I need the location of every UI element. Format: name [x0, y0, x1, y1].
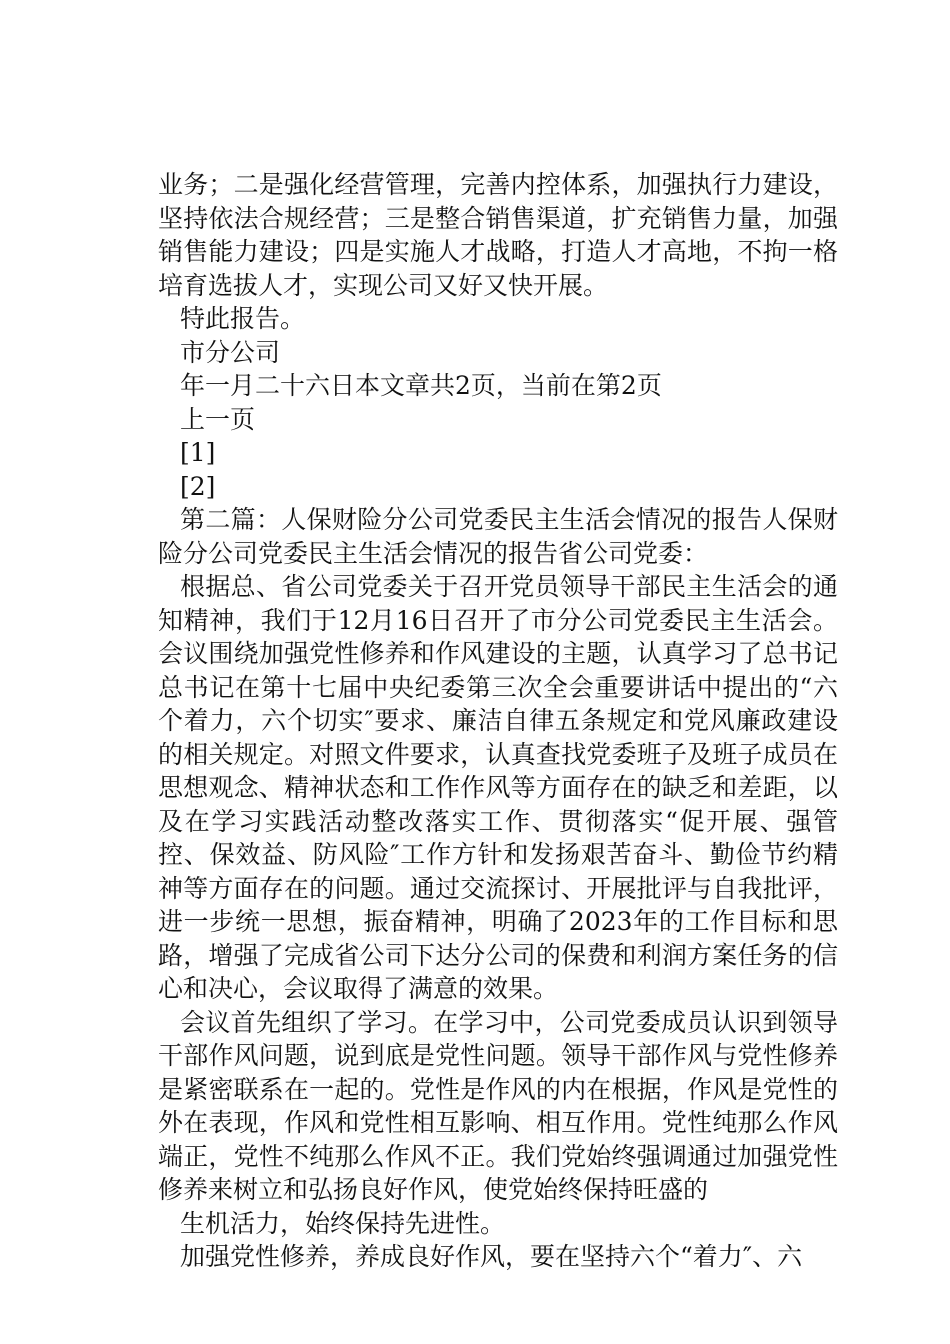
document-body: [158, 168, 838, 1274]
paragraph-meeting-study: 会议首先组织了学习。在学习中，公司党委成员认识到领导干部作风问题，说到底是党性问题。领导干部作风与党性修养是紧密联系在一起的。党性是作风的内在根据，作风是党性的外在表现，作风和党性相互影响、相互作用。党性纯那么作风端正，党性不纯那么作风不正。我们党始终强调通过加强党性修养来树立和弘扬良好作风，使党始终保持旺盛的: [158, 1007, 838, 1204]
page-link-2[interactable]: [2]: [180, 471, 216, 501]
previous-page-link[interactable]: 上一页: [180, 404, 256, 434]
paragraph-report-closing: 特此报告。: [180, 304, 306, 333]
paragraph-meeting-overview: 根据总、省公司党委关于召开党员领导干部民主生活会的通知精神，我们于12月16日召开了市分公司党委民主生活会。会议围绕加强党性修养和作风建设的主题，认真学习了总书记总书记在第十七届中央纪委第三次全会重要讲话中提出的“六个着力，六个切实″要求、廉洁自律五条规定和党风廉政建设的相关规定。对照文件要求，认真查找党委班子及班子成员在思想观念、精神状态和工作作风等方面存在的缺乏和差距，以及在学习实践活动整改落实工作、贯彻落实“促开展、强管控、保效益、防风险″工作方针和发扬艰苦奋斗、勤俭节约精神等方面存在的问题。通过交流探讨、开展批评与自我批评，进一步统一思想，振奋精神，明确了2023年的工作目标和思路，增强了完成省公司下达分公司的保费和利润方案任务的信心和决心，会议取得了满意的效果。: [158, 572, 838, 1003]
paragraph-date-page-info: 年一月二十六日本文章共2页，当前在第2页: [180, 371, 662, 400]
paragraph-party-spirit: 加强党性修养，养成良好作风，要在坚持六个“着力″、六: [180, 1242, 803, 1271]
paragraph-vitality: 生机活力，始终保持先进性。: [180, 1208, 506, 1238]
paragraph-signature-company: 市分公司: [180, 337, 281, 367]
paragraph-business-summary: 业务；二是强化经营管理，完善内控体系，加强执行力建设，坚持依法合规经营；三是整合销售渠道，扩充销售力量，加强销售能力建设；四是实施人才战略，打造人才高地，不拘一格培育选拔人才，实现公司又好又快开展。: [158, 170, 838, 300]
paragraph-second-article-title: 第二篇：人保财险分公司党委民主生活会情况的报告人保财险分公司党委民主生活会情况的报告省公司党委：: [158, 505, 838, 568]
page-link-1[interactable]: [1]: [180, 438, 216, 467]
